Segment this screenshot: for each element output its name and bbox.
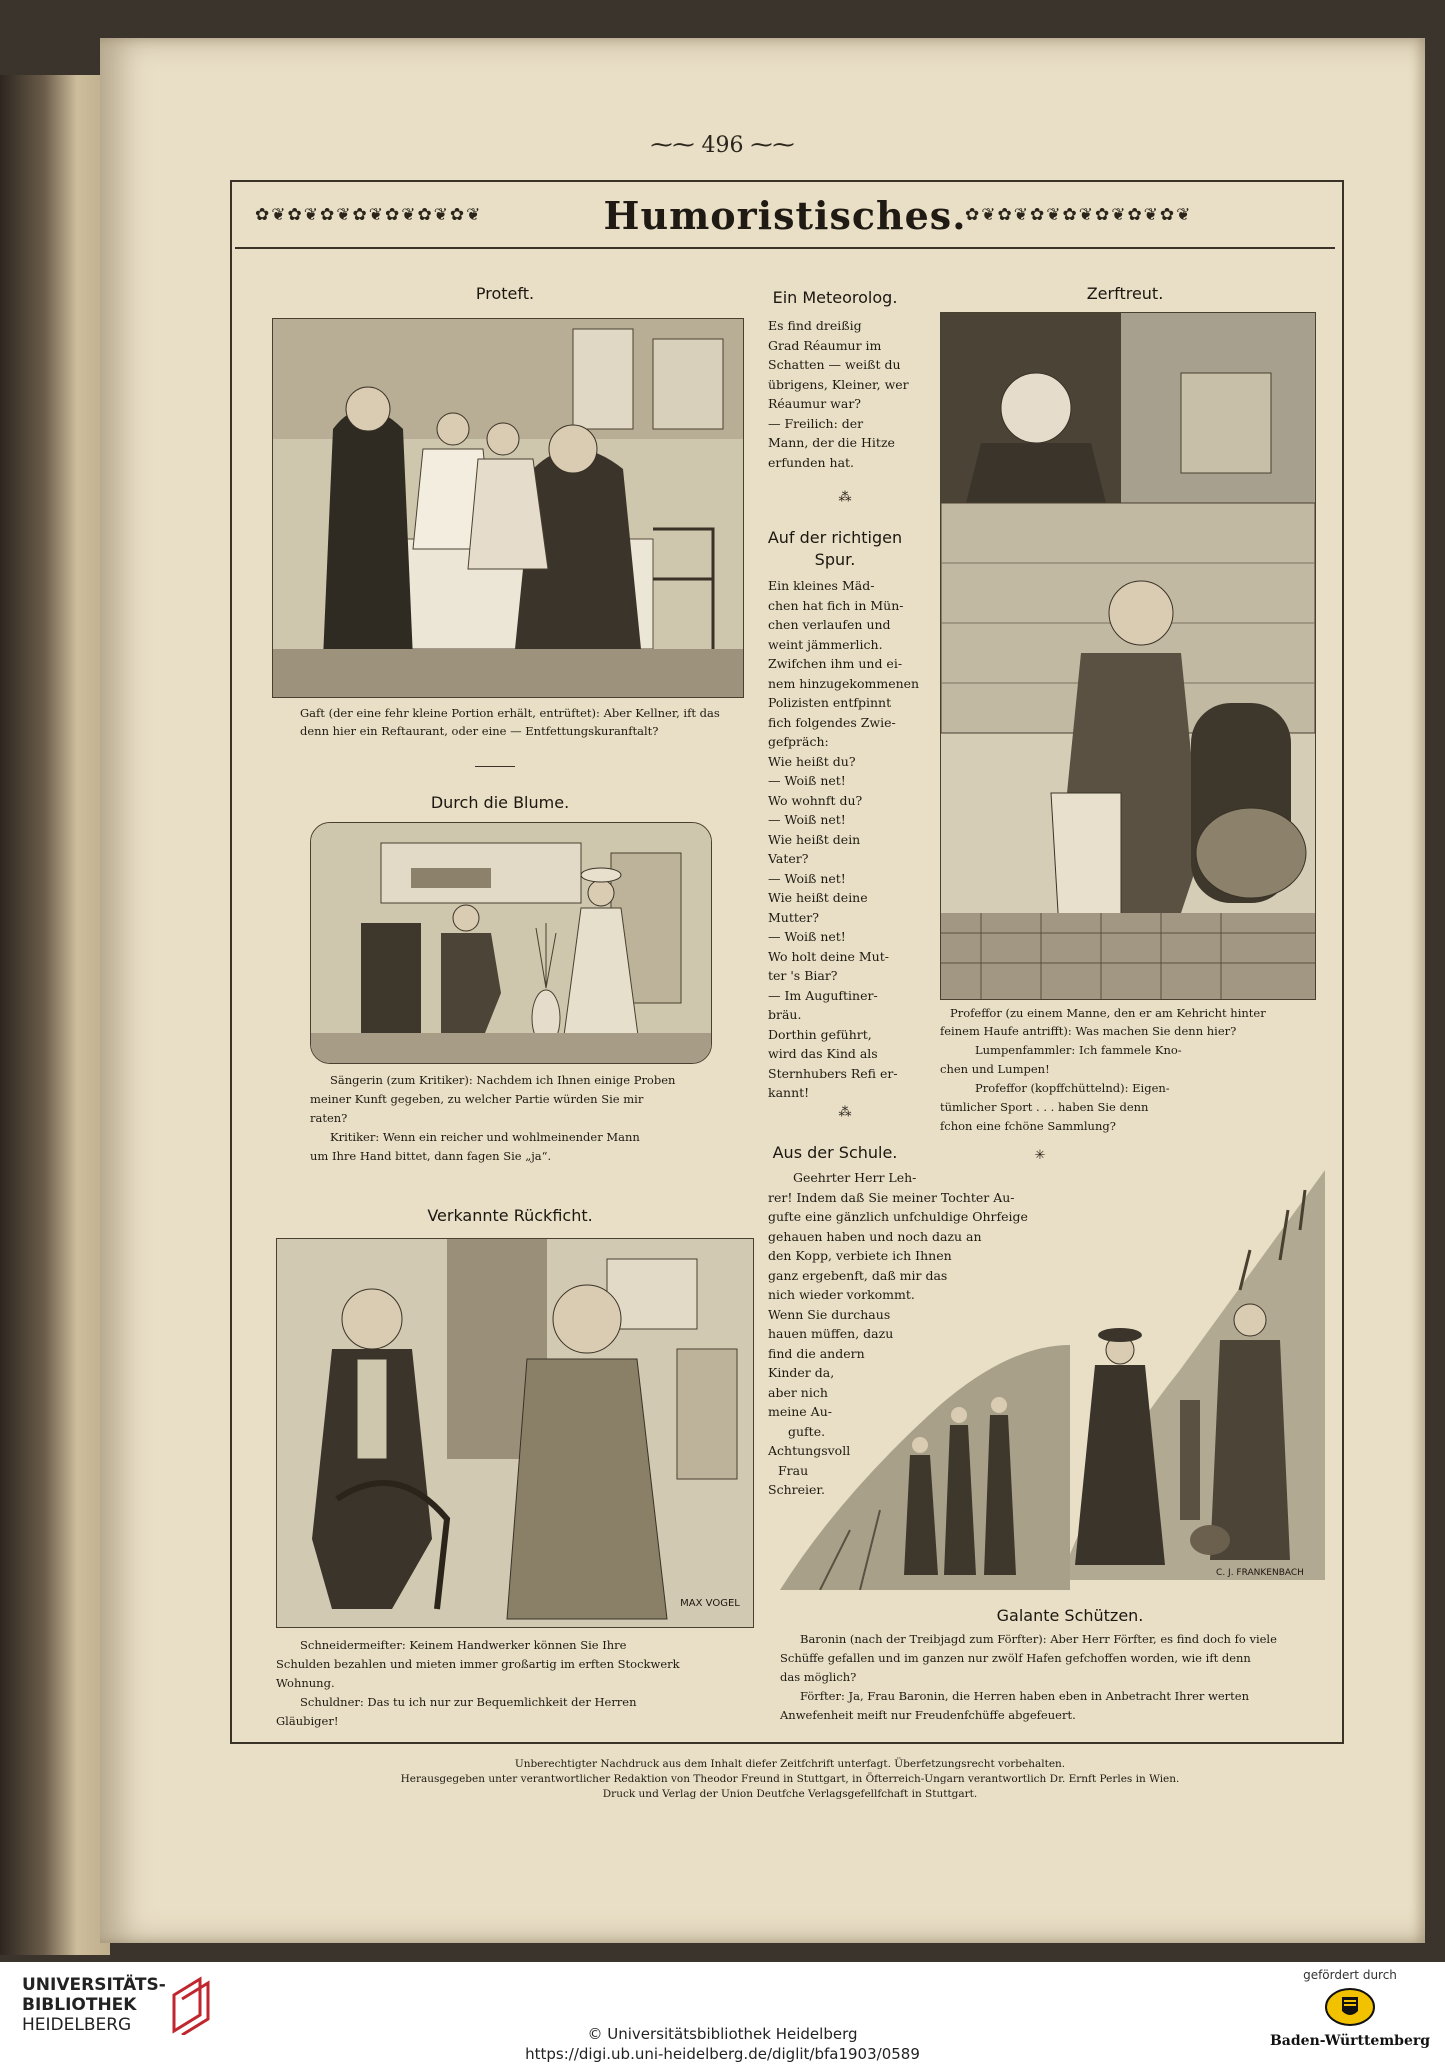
meteorolog-line: erfunden hat. xyxy=(768,454,855,470)
spur-line: Wie heißt dein xyxy=(768,831,861,847)
zerftreut-heading: Zerftreut. xyxy=(1086,284,1164,303)
blume-heading: Durch die Blume. xyxy=(430,793,570,812)
schule-line: gehauen haben und noch dazu an xyxy=(768,1228,982,1244)
spur-line: fich folgendes Zwie- xyxy=(768,714,896,730)
zerftreut-text-line6: tümlicher Sport . . . haben Sie denn xyxy=(940,1100,1149,1114)
rueckficht-text-line5: Gläubiger! xyxy=(276,1714,339,1728)
schule-line: Wenn Sie durchaus xyxy=(768,1306,891,1322)
zerftreut-text-line2: feinem Haufe antrifft): Was machen Sie denn hier? xyxy=(940,1024,1237,1038)
schule-line: Schreier. xyxy=(768,1482,825,1497)
spur-line: Wie heißt du? xyxy=(768,753,856,769)
schule-heading: Aus der Schule. xyxy=(772,1143,898,1162)
spur-heading-line1: Auf der richtigen xyxy=(767,528,903,547)
schule-line: Kinder da, xyxy=(768,1365,835,1380)
page-title: Humoristisches. xyxy=(603,193,967,238)
ornament-right: ✿❦✿❦✿❦✿❦✿❦✿❦✿❦ xyxy=(965,205,1193,225)
page-number xyxy=(0,133,1445,158)
schule-line: hauen müffen, dazu xyxy=(768,1326,894,1341)
schule-line: ganz ergebenft, daß mir das xyxy=(768,1267,948,1283)
hunters-group-image xyxy=(780,1345,1070,1590)
spur-line: Wo wohnft du? xyxy=(768,792,863,808)
schuetzen-text-line5: Anwefenheit meift nur Freudenfchüffe abgefeuert. xyxy=(780,1708,1076,1722)
spur-line: chen verlaufen und xyxy=(768,617,891,632)
spur-heading-line2: Spur. xyxy=(814,550,856,569)
footer-line1: Unberechtigter Nachdruck aus dem Inhalt diefer Zeitfchrift unterfagt. Überfetzungsrecht vorbehalten. xyxy=(514,1758,1066,1770)
spur-line: Zwifchen ihm und ei- xyxy=(768,656,903,671)
spur-line: ter 's Biar? xyxy=(768,968,838,983)
spur-line: weint jämmerlich. xyxy=(768,636,883,652)
schule-line: nich wieder vorkommt. xyxy=(768,1287,915,1302)
separator-ornament: ⁂ xyxy=(838,1105,852,1120)
vogel-signature: MAX VOGEL xyxy=(680,1598,740,1609)
zerftreut-text-line3: Lumpenfammler: Ich fammele Kno- xyxy=(975,1043,1182,1057)
meteorolog-line: Mann, der die Hitze xyxy=(768,435,895,450)
separator-ornament: ⁂ xyxy=(838,490,852,505)
state-coat-of-arms-icon xyxy=(1325,1987,1375,2027)
frankenbach-signature: C. J. FRANKENBACH xyxy=(1216,1568,1304,1578)
page-number-ornament-left: ⁓⁓ xyxy=(650,133,702,158)
copyright-text: © Universitätsbibliothek Heidelberg xyxy=(587,2025,858,2043)
schule-line: find die andern xyxy=(768,1345,865,1361)
spur-line: — Woiß net! xyxy=(768,870,846,886)
proteft-heading: Proteft. xyxy=(475,284,535,303)
meteorolog-line: — Freilich: der xyxy=(768,415,864,431)
spur-line: Dorthin geführt, xyxy=(768,1026,872,1042)
ornament-left: ✿❦✿❦✿❦✿❦✿❦✿❦✿❦ xyxy=(255,205,483,225)
schuetzen-text-line3: das möglich? xyxy=(780,1670,857,1684)
library-name-line1: UNIVERSITÄTS- xyxy=(22,1975,166,1995)
professor-ragpicker-scene-image xyxy=(941,313,1315,999)
blume-text-line5: um Ihre Hand bittet, dann fagen Sie „ja“. xyxy=(310,1149,552,1163)
rueckficht-text-line2: Schulden bezahlen und mieten immer großartig im erften Stockwerk xyxy=(276,1657,680,1671)
meteorolog-heading: Ein Meteorolog. xyxy=(772,288,898,307)
meteorolog-line: Schatten — weißt du xyxy=(768,357,901,372)
schuetzen-text-line1: Baronin (nach der Treibjagd zum Förfter): Aber Herr Förfter, es find doch fo viele xyxy=(800,1632,1277,1646)
page-number-ornament-right: ⁓⁓ xyxy=(743,133,795,158)
book-edge xyxy=(0,75,110,1955)
spur-line: Wo holt deine Mut- xyxy=(768,948,889,964)
spur-line: wird das Kind als xyxy=(768,1046,878,1061)
spur-line: chen hat fich in Mün- xyxy=(768,597,904,613)
spur-line: — Woiß net! xyxy=(768,773,846,788)
blume-text-line2: meiner Kunft gegeben, zu welcher Partie würden Sie mir xyxy=(310,1092,644,1106)
schuetzen-text-line4: Förfter: Ja, Frau Baronin, die Herren haben eben in Anbetracht Ihrer werten xyxy=(800,1689,1250,1703)
zerftreut-text-line5: Profeffor (kopffchüttelnd): Eigen- xyxy=(975,1081,1170,1095)
meteorolog-line: Es find dreißig xyxy=(768,318,862,333)
spur-line: Mutter? xyxy=(768,909,819,925)
schule-line: aber nich xyxy=(768,1384,828,1400)
restaurant-scene-image xyxy=(273,319,743,697)
library-name-line2: BIBLIOTHEK xyxy=(22,1995,137,2015)
spur-line: — Woiß net! xyxy=(768,812,846,827)
zerftreut-text-line7: fchon eine fchöne Sammlung? xyxy=(940,1119,1116,1133)
zerftreut-text-line1: Profeffor (zu einem Manne, den er am Kehricht hinter xyxy=(950,1006,1266,1020)
schule-line: meine Au- xyxy=(768,1404,832,1419)
proteft-caption-line1: Gaft (der eine fehr kleine Portion erhält, entrüftet): Aber Kellner, ift das xyxy=(300,706,720,720)
proteft-illustration xyxy=(272,318,744,698)
rueckficht-illustration xyxy=(276,1238,754,1628)
hunting-party-scene-image xyxy=(1060,1170,1325,1580)
rueckficht-text-line3: Wohnung. xyxy=(276,1676,335,1690)
permalink-url[interactable]: https://digi.ub.uni-heidelberg.de/diglit/bfa1903/0589 xyxy=(525,2045,920,2063)
spur-line: Wie heißt deine xyxy=(768,890,868,905)
spur-line: kannt! xyxy=(768,1085,810,1100)
blume-text-line3: raten? xyxy=(310,1111,348,1125)
spur-line: gefpräch: xyxy=(768,734,829,749)
library-name-line3: HEIDELBERG xyxy=(22,2015,132,2035)
blume-illustration xyxy=(310,822,712,1064)
singer-critic-scene-image xyxy=(311,823,711,1063)
state-name: Baden-Württemberg xyxy=(1269,2033,1431,2049)
funding-badge xyxy=(1265,1968,1435,2063)
schule-line: Geehrter Herr Leh- xyxy=(793,1170,917,1185)
tailor-debtor-scene-image xyxy=(277,1239,753,1627)
meteorolog-text xyxy=(768,316,918,472)
spur-line: Sternhubers Refi er- xyxy=(768,1065,898,1081)
zerftreut-illustration xyxy=(940,312,1316,1000)
schule-line: Achtungsvoll xyxy=(768,1443,851,1458)
funded-by-label: gefördert durch xyxy=(1303,1968,1397,1982)
spur-line: Vater? xyxy=(768,851,809,866)
meteorolog-line: Grad Réaumur im xyxy=(768,337,882,353)
spur-line: — Im Auguftiner- xyxy=(768,987,878,1003)
schule-line: gufte eine gänzlich unfchuldige Ohrfeige xyxy=(768,1209,1028,1224)
meteorolog-line: übrigens, Kleiner, wer xyxy=(768,376,909,392)
spur-text xyxy=(768,576,920,1103)
spur-line: — Woiß net! xyxy=(768,929,846,944)
schuetzen-heading: Galante Schützen. xyxy=(996,1606,1144,1625)
footer-line3: Druck und Verlag der Union Deutfche Verlagsgefellfchaft in Stuttgart. xyxy=(602,1788,978,1800)
spur-line: bräu. xyxy=(768,1007,802,1022)
separator xyxy=(475,766,515,767)
footer-line2: Herausgegeben unter verantwortlicher Redaktion von Theodor Freund in Stuttgart, in Öfterreich-Ungarn verantwortlich Dr. Ernft Perles in Wien. xyxy=(400,1773,1180,1785)
spur-line: nem hinzugekommenen xyxy=(768,675,920,691)
schule-line: den Kopp, verbiete ich Ihnen xyxy=(768,1248,952,1263)
meteorolog-line: Réaumur war? xyxy=(768,396,861,411)
rueckficht-text-line4: Schuldner: Das tu ich nur zur Bequemlichkeit der Herren xyxy=(300,1695,637,1709)
schule-line: gufte. xyxy=(788,1423,826,1439)
zerftreut-text-line4: chen und Lumpen! xyxy=(940,1062,1050,1076)
proteft-caption-line2: denn hier ein Reftaurant, oder eine — Entfettungskuranftalt? xyxy=(300,724,659,738)
schuetzen-text-line2: Schüffe gefallen und im ganzen nur zwölf Hafen gefchoffen worden, wie ift denn xyxy=(780,1651,1251,1665)
schule-line: rer! Indem daß Sie meiner Tochter Au- xyxy=(768,1189,1015,1205)
schule-line: Frau xyxy=(778,1462,809,1478)
rueckficht-text-line1: Schneidermeifter: Keinem Handwerker können Sie Ihre xyxy=(300,1638,627,1652)
page-header xyxy=(235,187,1335,249)
spur-line: Polizisten entfpinnt xyxy=(768,695,892,710)
separator-ornament: ✳ xyxy=(1034,1148,1046,1163)
schuetzen-illustration-lower xyxy=(780,1345,1070,1590)
schuetzen-illustration xyxy=(1060,1170,1325,1580)
blume-text-line1: Sängerin (zum Kritiker): Nachdem ich Ihnen einige Proben xyxy=(330,1073,676,1087)
page-number-value: 496 xyxy=(701,133,744,158)
spur-line: Ein kleines Mäd- xyxy=(768,578,875,593)
rueckficht-heading: Verkannte Rückficht. xyxy=(427,1206,593,1225)
blume-text-line4: Kritiker: Wenn ein reicher und wohlmeinender Mann xyxy=(330,1130,640,1144)
